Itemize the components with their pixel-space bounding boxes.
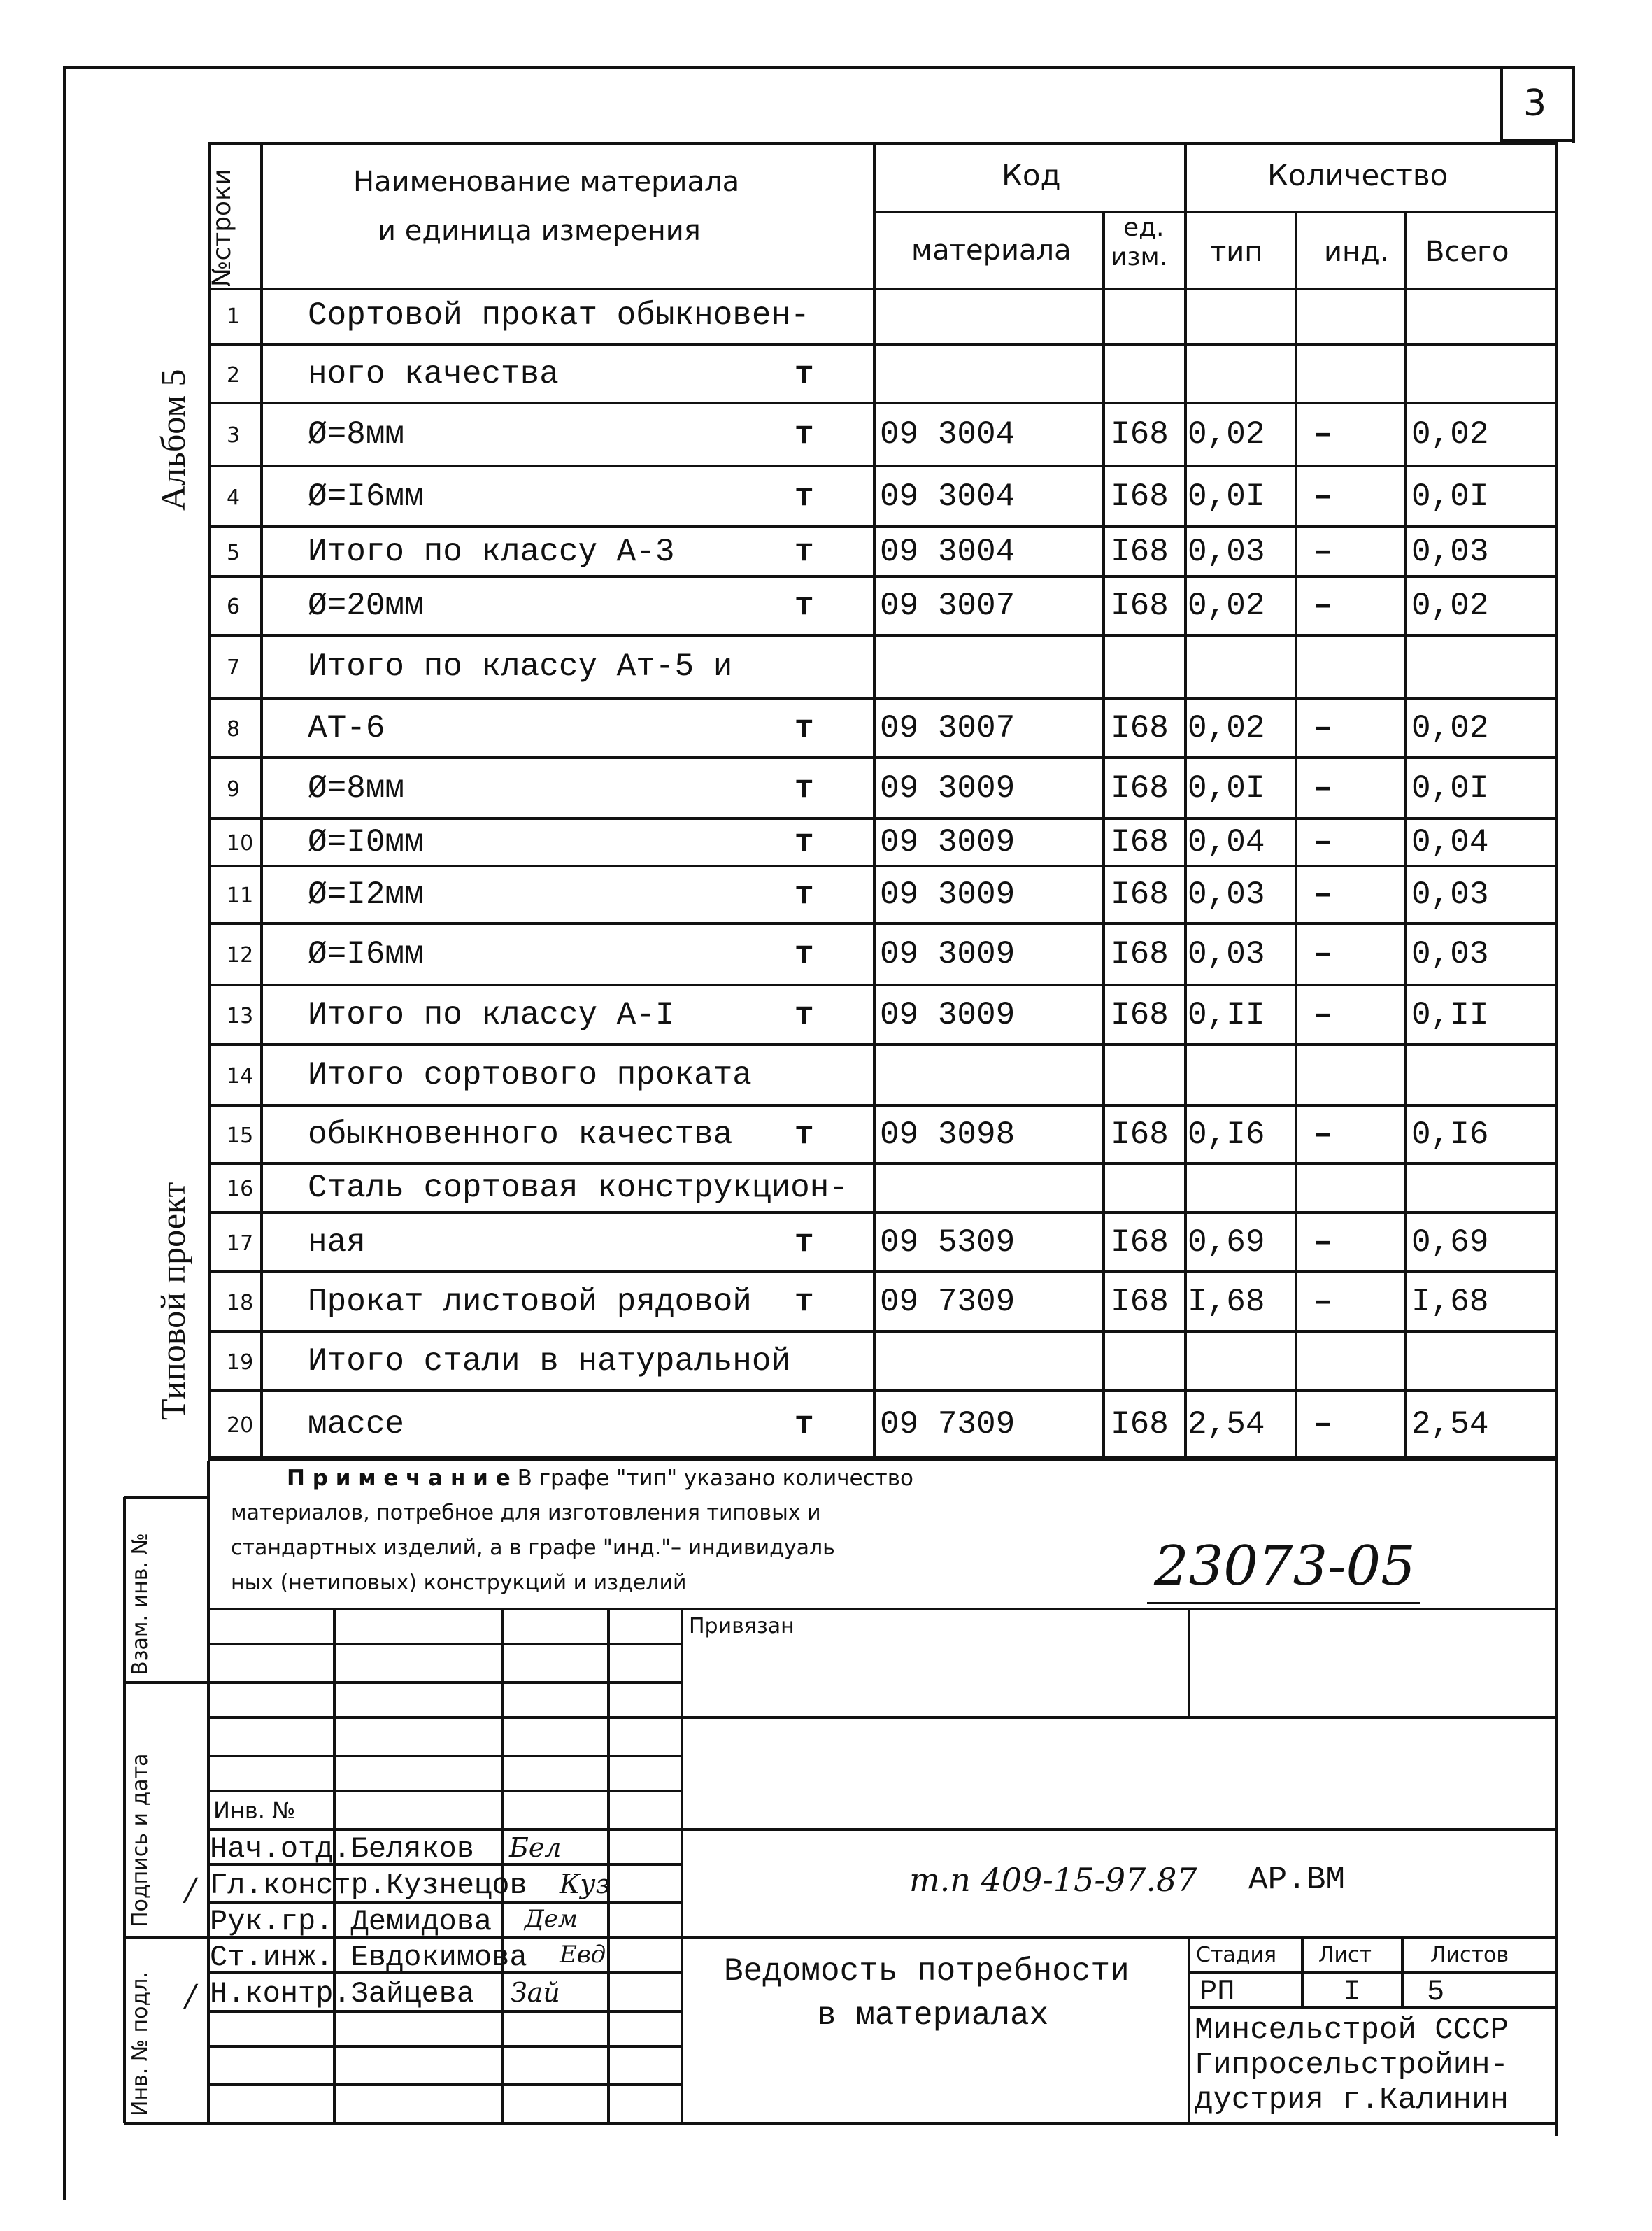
material-code: 09 3009 xyxy=(880,936,1016,972)
note-lead: П р и м е ч а н и е xyxy=(287,1466,511,1491)
unit-code: I68 xyxy=(1111,1406,1169,1443)
handwritten-number: 23073-05 xyxy=(1154,1535,1416,1598)
qty-ind: – xyxy=(1313,479,1333,515)
unit-code: I68 xyxy=(1111,877,1169,913)
qty-ind: – xyxy=(1313,997,1333,1033)
qty-total: 0,69 xyxy=(1411,1224,1489,1261)
material-code: 09 3009 xyxy=(880,877,1016,913)
signer-5: Н.контр.Зайцева xyxy=(210,1977,475,2011)
unit: т xyxy=(795,1224,814,1261)
org-line-1: Минсельстрой СССР xyxy=(1195,2013,1509,2048)
header-code-unit-2: изм. xyxy=(1111,243,1168,271)
signer-3: Рук.гр. Демидова xyxy=(210,1905,492,1939)
qty-ind: – xyxy=(1313,824,1333,860)
qty-type: 0,I6 xyxy=(1188,1117,1265,1153)
material-name: Итого стали в натуральной xyxy=(308,1343,791,1380)
row-number: 15 xyxy=(227,1124,254,1148)
qty-type: 0,0I xyxy=(1188,770,1265,807)
note-line-3: стандартных изделий, а в графе "инд."– индивидуаль xyxy=(231,1536,835,1560)
qty-ind: – xyxy=(1313,936,1333,972)
sheet-value: I xyxy=(1343,1975,1361,2009)
material-name: Сталь сортовая конструкцион- xyxy=(308,1170,848,1206)
qty-total: 0,02 xyxy=(1411,416,1489,453)
sheets-value: 5 xyxy=(1427,1975,1445,2009)
row-number: 4 xyxy=(227,486,241,510)
sheet-number: 3 xyxy=(1523,83,1547,125)
qty-total: 0,II xyxy=(1411,997,1489,1033)
material-name: ная xyxy=(308,1224,366,1261)
signature-5: Зай xyxy=(511,1977,560,2008)
row-number: 10 xyxy=(227,831,254,856)
qty-type: 0,02 xyxy=(1188,416,1265,453)
signer-4: Ст.инж. Евдокимова xyxy=(210,1941,527,1974)
material-code: 09 3009 xyxy=(880,997,1016,1033)
unit-code: I68 xyxy=(1111,997,1169,1033)
row-number: 5 xyxy=(227,541,241,565)
qty-total: 0,03 xyxy=(1411,534,1489,570)
qty-total: 0,02 xyxy=(1411,710,1489,746)
material-code: 09 3009 xyxy=(880,824,1016,860)
material-name: массе xyxy=(308,1406,405,1443)
qty-type: 0,03 xyxy=(1188,534,1265,570)
material-name: Итого по классу А-I xyxy=(308,997,675,1033)
header-code: Код xyxy=(1002,158,1061,192)
material-code: 09 7309 xyxy=(880,1284,1016,1320)
qty-ind: – xyxy=(1313,710,1333,746)
org-line-3: дустрия г.Калинин xyxy=(1195,2083,1509,2118)
unit-code: I68 xyxy=(1111,588,1169,624)
material-code: 09 3007 xyxy=(880,588,1016,624)
qty-total: 0,04 xyxy=(1411,824,1489,860)
material-name: Ø=8мм xyxy=(308,770,405,807)
stage-label: Стадия xyxy=(1196,1943,1277,1967)
header-qty-type: тип xyxy=(1210,236,1263,268)
unit-code: I68 xyxy=(1111,1224,1169,1261)
unit: т xyxy=(795,710,814,746)
tick-mark-1: / xyxy=(185,1872,196,1908)
qty-ind: – xyxy=(1313,1224,1333,1261)
unit: т xyxy=(795,936,814,972)
qty-ind: – xyxy=(1313,534,1333,570)
unit-code: I68 xyxy=(1111,770,1169,807)
header-quantity: Количество xyxy=(1267,158,1448,192)
qty-type: 0,04 xyxy=(1188,824,1265,860)
unit: т xyxy=(795,416,814,453)
row-number: 16 xyxy=(227,1177,254,1201)
qty-total: 0,03 xyxy=(1411,877,1489,913)
material-name: Итого по классу А-3 xyxy=(308,534,675,570)
row-number: 3 xyxy=(227,423,241,448)
qty-ind: – xyxy=(1313,1284,1333,1320)
row-number: 9 xyxy=(227,777,241,802)
material-code: 09 5309 xyxy=(880,1224,1016,1261)
unit: т xyxy=(795,1406,814,1443)
unit: т xyxy=(795,1117,814,1153)
header-qty-total: Всего xyxy=(1425,236,1509,268)
unit-code: I68 xyxy=(1111,710,1169,746)
header-code-material: материала xyxy=(911,234,1071,267)
qty-type: 0,0I xyxy=(1188,479,1265,515)
note-line-4: ных (нетиповых) конструкций и изделий xyxy=(231,1571,687,1595)
header-code-unit-1: ед. xyxy=(1123,213,1165,242)
signature-4: Евд xyxy=(560,1941,606,1969)
unit: т xyxy=(795,534,814,570)
row-number: 20 xyxy=(227,1413,254,1438)
unit-code: I68 xyxy=(1111,479,1169,515)
material-name: Ø=I2мм xyxy=(308,877,424,913)
material-name: Ø=20мм xyxy=(308,588,424,624)
row-number: 8 xyxy=(227,717,241,742)
qty-type: 0,II xyxy=(1188,997,1265,1033)
material-code: 09 3009 xyxy=(880,770,1016,807)
note-line-1-rest: В графе "тип" указано количество xyxy=(510,1466,913,1491)
unit: т xyxy=(795,479,814,515)
qty-total: 0,0I xyxy=(1411,479,1489,515)
material-name: Ø=I0мм xyxy=(308,824,424,860)
material-name: Сортовой прокат обыкновен- xyxy=(308,297,810,334)
unit: т xyxy=(795,877,814,913)
row-number: 14 xyxy=(227,1064,254,1089)
material-name: Прокат листовой рядовой xyxy=(308,1284,752,1320)
material-name: АТ-6 xyxy=(308,710,385,746)
material-name: Итого по классу Ат-5 и xyxy=(308,649,733,685)
signature-1: Бел xyxy=(509,1832,562,1863)
qty-ind: – xyxy=(1313,588,1333,624)
header-row-number: №строки xyxy=(208,169,236,287)
qty-type: I,68 xyxy=(1188,1284,1265,1320)
signer-1: Нач.отд.Беляков xyxy=(210,1832,475,1866)
unit: т xyxy=(795,1284,814,1320)
material-code: 09 3098 xyxy=(880,1117,1016,1153)
unit: т xyxy=(795,588,814,624)
qty-total: 0,I6 xyxy=(1411,1117,1489,1153)
inv-label: Инв. № xyxy=(213,1797,296,1824)
row-number: 19 xyxy=(227,1350,254,1375)
signature-2: Куз xyxy=(560,1869,611,1899)
qty-type: 0,03 xyxy=(1188,877,1265,913)
qty-total: 2,54 xyxy=(1411,1406,1489,1443)
qty-type: 2,54 xyxy=(1188,1406,1265,1443)
material-name: Ø=I6мм xyxy=(308,936,424,972)
strip-inv-podl: Инв. № подл. xyxy=(128,1971,152,2116)
signer-2: Гл.констр.Кузнецов xyxy=(210,1869,527,1902)
qty-ind: – xyxy=(1313,1406,1333,1443)
qty-ind: – xyxy=(1313,416,1333,453)
doc-title-line-1: Ведомость потребности xyxy=(724,1953,1130,1990)
header-name-line2: и единица измерения xyxy=(378,215,701,247)
material-code: 09 3004 xyxy=(880,479,1016,515)
qty-ind: – xyxy=(1313,1117,1333,1153)
header-qty-ind: инд. xyxy=(1324,236,1389,268)
row-number: 1 xyxy=(227,304,241,329)
qty-total: 0,03 xyxy=(1411,936,1489,972)
unit-code: I68 xyxy=(1111,416,1169,453)
doc-code-handwritten: т.п 409-15-97.87 xyxy=(909,1861,1197,1899)
note-line-2: материалов, потребное для изготовления типовых и xyxy=(231,1501,821,1525)
qty-ind: – xyxy=(1313,770,1333,807)
org-line-2: Гипросельстройин- xyxy=(1195,2048,1509,2083)
unit-code: I68 xyxy=(1111,1284,1169,1320)
row-number: 13 xyxy=(227,1004,254,1028)
project-label: Типовой проект xyxy=(153,1182,192,1420)
material-code: 09 3004 xyxy=(880,416,1016,453)
qty-type: 0,03 xyxy=(1188,936,1265,972)
unit: т xyxy=(795,356,814,392)
material-name: ного качества xyxy=(308,356,559,392)
doc-title-line-2: в материалах xyxy=(817,1997,1049,2034)
material-name: Итого сортового проката xyxy=(308,1057,752,1093)
qty-total: 0,02 xyxy=(1411,588,1489,624)
material-code: 09 3004 xyxy=(880,534,1016,570)
qty-type: 0,02 xyxy=(1188,588,1265,624)
unit-code: I68 xyxy=(1111,936,1169,972)
doc-code-type: АР.ВМ xyxy=(1248,1862,1346,1898)
strip-inv-vzam: Взам. инв. № xyxy=(128,1533,152,1676)
material-code: 09 3007 xyxy=(880,710,1016,746)
tick-mark-2: / xyxy=(185,1978,196,2014)
sheet-label: Лист xyxy=(1318,1943,1372,1967)
strip-sign-date: Подпись и дата xyxy=(128,1753,152,1927)
row-number: 7 xyxy=(227,656,241,680)
material-name: обыкновенного качества xyxy=(308,1117,733,1153)
sheets-label: Листов xyxy=(1430,1943,1509,1967)
qty-total: 0,0I xyxy=(1411,770,1489,807)
row-number: 12 xyxy=(227,943,254,968)
unit: т xyxy=(795,824,814,860)
unit: т xyxy=(795,997,814,1033)
qty-ind: – xyxy=(1313,877,1333,913)
unit-code: I68 xyxy=(1111,824,1169,860)
material-name: Ø=8мм xyxy=(308,416,405,453)
unit-code: I68 xyxy=(1111,1117,1169,1153)
material-code: 09 7309 xyxy=(880,1406,1016,1443)
qty-type: 0,69 xyxy=(1188,1224,1265,1261)
unit-code: I68 xyxy=(1111,534,1169,570)
qty-total: I,68 xyxy=(1411,1284,1489,1320)
header-name-line1: Наименование материала xyxy=(353,166,740,198)
stage-value: РП xyxy=(1199,1975,1235,2009)
album-label: Альбом 5 xyxy=(153,369,192,511)
qty-type: 0,02 xyxy=(1188,710,1265,746)
unit: т xyxy=(795,770,814,807)
row-number: 18 xyxy=(227,1291,254,1315)
privyazan-label: Привязан xyxy=(689,1614,795,1638)
row-number: 2 xyxy=(227,363,241,388)
row-number: 11 xyxy=(227,884,254,908)
material-name: Ø=I6мм xyxy=(308,479,424,515)
row-number: 6 xyxy=(227,595,241,619)
row-number: 17 xyxy=(227,1231,254,1256)
signature-3: Дем xyxy=(525,1905,578,1933)
